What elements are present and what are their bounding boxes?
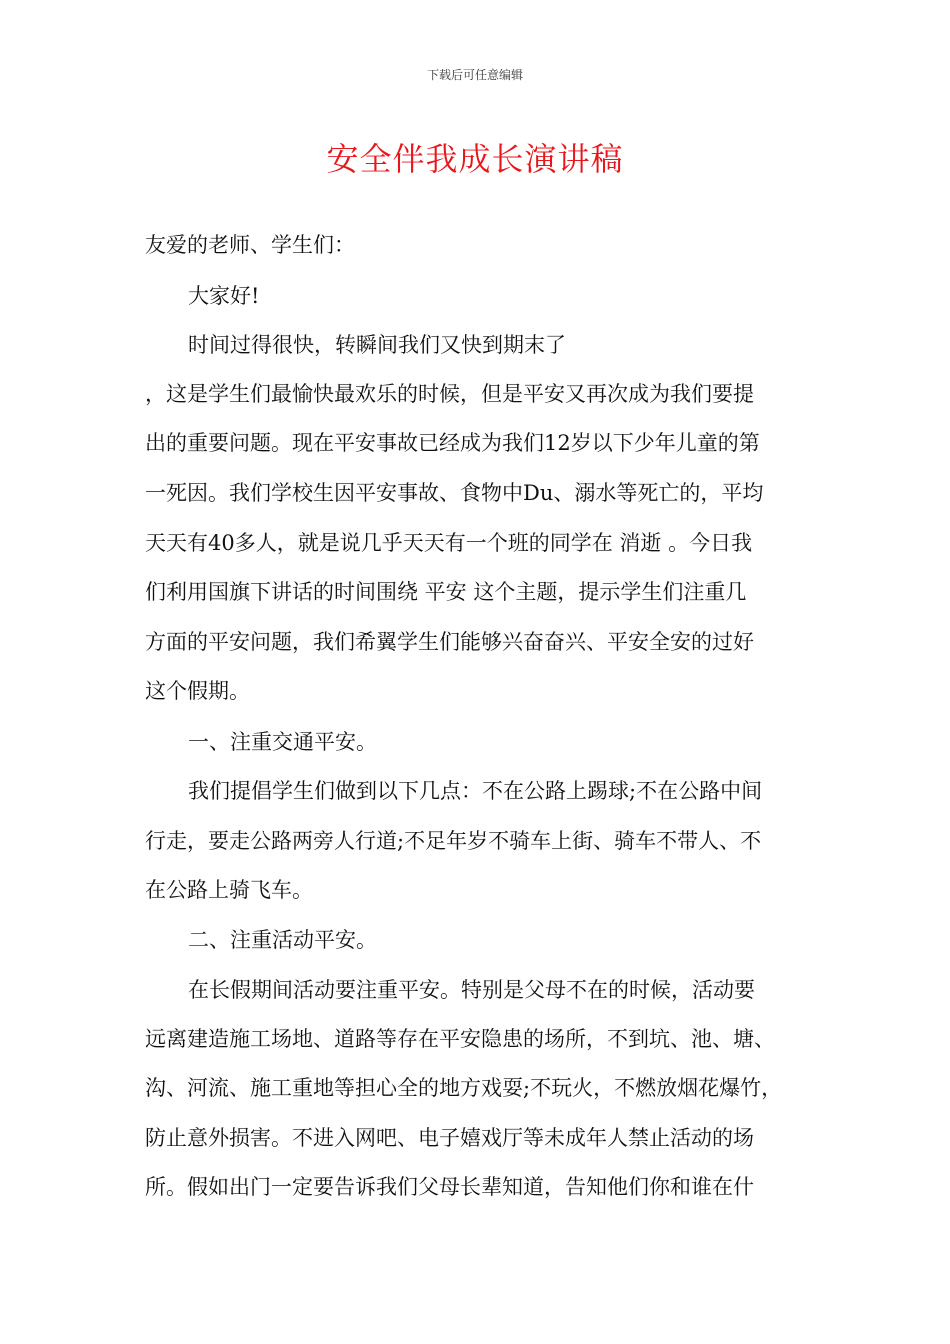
body-line: 们利用国旗下讲话的时间围绕 平安 这个主题，提示学生们注重几: [145, 580, 747, 604]
body-line: 友爱的老师、学生们：: [145, 233, 355, 257]
body-line: ，这是学生们最愉快最欢乐的时候，但是平安又再次成为我们要提: [145, 382, 754, 406]
body-line: 二、注重活动平安。: [188, 928, 377, 952]
body-line: 所。假如出门一定要告诉我们父母长辈知道，告知他们你和谁在什: [145, 1175, 754, 1199]
document-title: 安全伴我成长演讲稿: [326, 140, 624, 178]
body-line: 一、注重交通平安。: [188, 730, 377, 754]
body-line: 远离建造施工场地、道路等存在平安隐患的场所，不到坑、池、塘、: [145, 1027, 775, 1051]
body-line: 我们提倡学生们做到以下几点：不在公路上踢球;不在公路中间: [188, 779, 763, 803]
body-line: 大家好!: [188, 284, 260, 308]
body-line: 在长假期间活动要注重平安。特别是父母不在的时候，活动要: [188, 978, 755, 1002]
body-line: 方面的平安问题，我们希翼学生们能够兴奋奋兴、平安全安的过好: [145, 630, 754, 654]
body-line: 这个假期。: [145, 679, 250, 703]
body-line: 防止意外损害。不进入网吧、电子嬉戏厅等未成年人禁止活动的场: [145, 1126, 754, 1150]
body-line: 出的重要问题。现在平安事故已经成为我们12岁以下少年儿童的第: [145, 431, 760, 455]
body-line: 沟、河流、施工重地等担心全的地方戏耍;不玩火，不燃放烟花爆竹，: [145, 1076, 783, 1100]
body-line: 行走，要走公路两旁人行道;不足年岁不骑车上街、骑车不带人、不: [145, 829, 762, 853]
body-line: 在公路上骑飞车。: [145, 878, 313, 902]
body-line: 一死因。我们学校生因平安事故、食物中Du、溺水等死亡的，平均: [145, 481, 764, 505]
page-header-note: 下载后可任意编辑: [426, 68, 523, 82]
body-line: 天天有40多人，就是说几乎天天有一个班的同学在 消逝 。今日我: [145, 531, 753, 555]
body-line: 时间过得很快，转瞬间我们又快到期末了: [188, 333, 566, 357]
